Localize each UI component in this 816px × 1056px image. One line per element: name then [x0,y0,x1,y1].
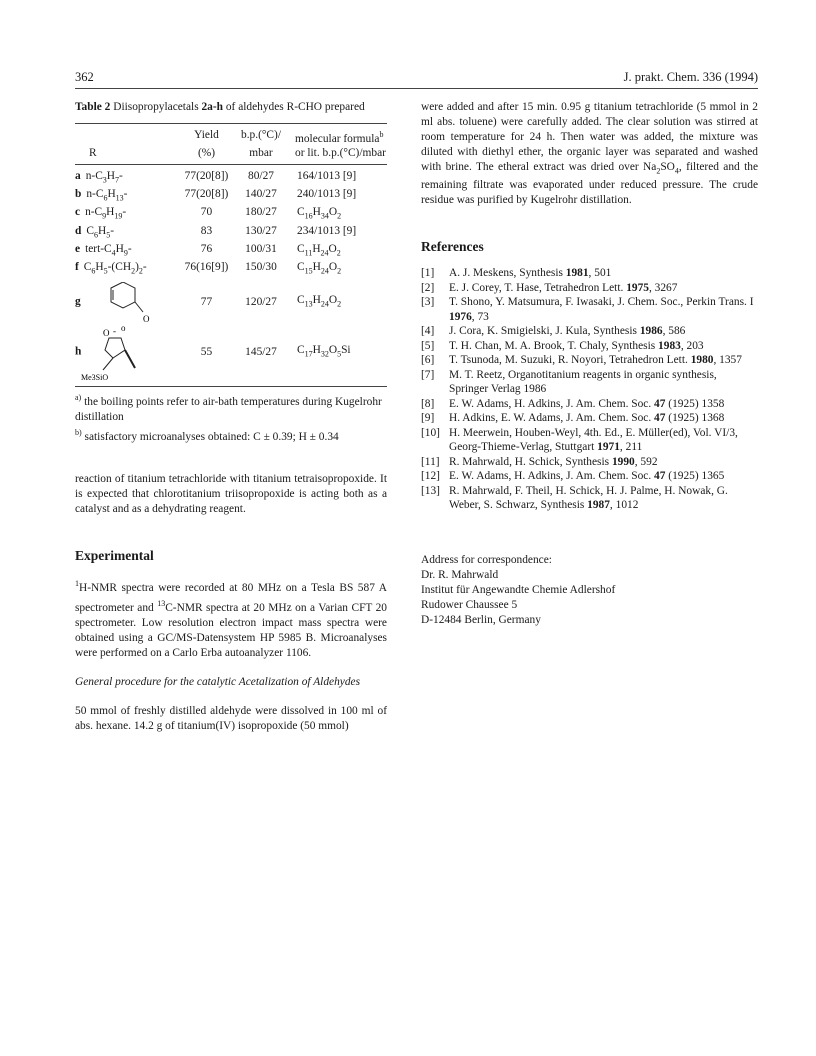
address-line: Rudower Chaussee 5 [421,598,518,611]
table-row [75,242,387,260]
cell-yield: 83 [200,224,213,237]
procedure-heading: General procedure for the catalytic Acetalization of Aldehydes [75,675,361,688]
cell-r: c $n-C_9H_{19}-$ [75,206,127,221]
reference-text: R. Mahrwald, H. Schick, Synthesis 1990, 592 [449,455,658,468]
cell-formula: 234/1013 [9] [297,224,357,237]
reference-number: [13] [421,484,440,497]
cell-bp: 80/27 [248,169,274,182]
reference-number: [4] [421,325,435,338]
cell-yield: 55 [200,346,213,359]
cell-bp: 180/27 [245,206,277,219]
cell-formula: 240/1013 [9] [297,188,357,201]
reference-item [421,368,758,397]
experimental-paragraph: $^1$H-NMR spectra were recorded at 80 MHz on a Tesla BS 587 A spectrometer and $^{13}$C-NMR spectra at 20 MHz on a Varian CFT 20 spectrometer. Low resolution electron impact mass spectra were obtained using a GC/MS-Datensystem HP 5985 B. Microanalyses were performed on a Carlo Erba autoanalyzer 1106. [75,579,388,659]
col-bp-header: b.p.(°C)/ [241,129,281,141]
svg-text:-: - [113,326,117,337]
reference-number: [2] [421,281,435,294]
cell-r: d $C_6H_5-$ [75,224,114,239]
cell-formula: $C_{16}H_{34}O_2$ [297,206,342,221]
compound-id: e [75,242,81,255]
right-column [421,100,758,628]
table-row [75,169,387,187]
reference-text: T. Tsunoda, M. Suzuki, R. Noyori, Tetrahedron Lett. 1980, 1357 [449,354,742,367]
col-formula-header: molecular formula$^b$ [295,130,384,145]
table-row [75,282,387,322]
cell-yield: 70 [200,206,213,219]
table-body [75,169,387,383]
address-line: Institut für Angewandte Chemie Adlershof [421,583,616,596]
reference-text: E. J. Corey, T. Hase, Tetrahedron Lett. 1975, 3267 [449,281,678,294]
cell-r: e tert-$C_4H_9-$ [75,242,132,258]
col-formula-sub: or lit. b.p.(°C)/mbar [295,146,386,159]
col-r-header: R [89,146,97,159]
reference-text: T. H. Chan, M. A. Brook, T. Chaly, Synthesis 1983, 203 [449,339,704,352]
reference-item [421,281,758,296]
reference-number: [9] [421,412,435,425]
correspondence-address [421,553,758,628]
reference-item [421,324,758,339]
cell-bp: 145/27 [245,346,277,359]
table-header-row-2 [75,146,387,160]
compound-id: b [75,188,82,201]
col-yield-header: Yield [194,129,219,141]
reference-item [421,339,758,354]
reference-text: T. Shono, Y. Matsumura, F. Iwasaki, J. Chem. Soc., Perkin Trans. I 1976, 73 [449,296,754,323]
reference-number: [8] [421,397,435,410]
table-caption-text: Diisopropylacetals 2a-h of aldehydes R-CHO prepared [113,101,365,113]
table-row [75,187,387,205]
reference-number: [11] [421,455,440,468]
reference-number: [3] [421,296,435,309]
cell-r [75,322,180,382]
address-label: Address for correspondence: [421,553,552,566]
cell-bp: 120/27 [245,296,277,309]
table-footnote-a: $^{a)}$ the boiling points refer to air-bath temperatures during Kugelrohr distillation [75,393,382,424]
cell-r: a $n-C_3H_7-$ [75,169,123,185]
cell-formula: 164/1013 [9] [297,169,357,182]
svg-text:O: O [142,314,150,323]
trimethylsilyloxy-label: Me3SiO [81,373,109,383]
table-header-row [75,128,387,146]
reference-text: J. Cora, K. Smigielski, J. Kula, Synthesis 1986, 586 [449,325,686,338]
reference-number: [6] [421,354,435,367]
cell-formula: $C_{15}H_{24}O_2$ [297,261,342,276]
reference-item [421,484,758,513]
reference-item [421,455,758,470]
page-number: 362 [75,70,94,84]
reference-text: M. T. Reetz, Organotitanium reagents in organic synthesis, Springer Verlag 1986 [449,368,717,396]
table-caption-label: Table 2 [75,101,111,113]
compound-id: h [75,346,82,359]
reference-item [421,426,758,455]
reference-item [421,411,758,426]
procedure-paragraph: 50 mmol of freshly distilled aldehyde were dissolved in 100 ml of abs. hexane. 14.2 g of titanium(IV) isopropoxide (50 mmol) [75,704,387,732]
reference-text: E. W. Adams, H. Adkins, J. Am. Chem. Soc. 47 (1925) 1365 [449,470,725,483]
reference-number: [1] [421,267,435,280]
table-rule [75,164,387,165]
table-row [75,224,387,242]
left-column [75,100,387,734]
cell-formula: $C_{17}H_{32}O_5Si$ [297,344,351,359]
cell-yield: 76(16[9]) [184,261,229,274]
running-header: J. prakt. Chem. 336 (1994) [623,70,758,84]
table-rule [75,123,387,124]
reference-item [421,353,758,368]
cell-r [75,282,180,322]
address-line: D-12484 Berlin, Germany [421,613,541,626]
cell-bp: 130/27 [245,224,277,237]
svg-text:O: O [103,328,110,339]
svg-text:o: o [121,323,126,334]
cell-formula: $C_{13}H_{24}O_2$ [297,294,342,309]
reference-item [421,397,758,412]
cell-formula: $C_{11}H_{24}O_2$ [297,242,341,258]
cell-yield: 77 [200,296,213,309]
compound-id: d [75,224,82,237]
cell-bp: 100/31 [245,242,277,255]
table-rule [75,386,387,387]
reference-text: R. Mahrwald, F. Theil, H. Schick, H. J. Palme, H. Nowak, G. Weber, S. Schwarz, Synthesis 1987, 1012 [449,484,728,512]
reference-number: [7] [421,368,435,381]
table-caption [75,100,387,115]
header-rule [75,88,758,89]
cell-yield: 76 [200,242,213,255]
reference-item [421,295,758,324]
compound-id: f [75,261,79,274]
table-row [75,205,387,223]
reference-item [421,469,758,484]
col-yield-unit: (%) [197,146,216,159]
cell-r: f $C_6H_5-(CH_2)_2-$ [75,261,147,276]
cyclohexene-structure-icon [91,282,151,322]
table-row [75,260,387,278]
reference-number: [5] [421,339,435,352]
experimental-heading: Experimental [75,548,154,564]
cell-r: b $n-C_6H_{13}-$ [75,188,128,203]
reference-list [421,266,758,513]
compound-id: a [75,169,81,182]
cell-bp: 150/30 [245,261,277,274]
references-heading: References [421,239,484,255]
table-2 [75,128,387,160]
compound-id: c [75,206,81,219]
compound-id: g [75,296,81,309]
reference-text: H. Adkins, E. W. Adams, J. Am. Chem. Soc. 47 (1925) 1368 [449,412,725,425]
body-paragraph: reaction of titanium tetrachloride with titanium tetraisopropoxide. It is expected that chlorotitanium triisopropoxide is acting both as a catalyst and as a dehydrating reagent. [75,473,387,516]
lactone-structure-icon [81,322,156,382]
reference-item [421,266,758,281]
reference-text: H. Meerwein, Houben-Weyl, 4th. Ed., E. Müller(ed), Vol. VI/3, Georg-Thieme-Verlag, Stuttgart 1971, 211 [449,426,738,454]
cell-bp: 140/27 [245,188,277,201]
table-footnote-b: $^{b)}$ satisfactory microanalyses obtained: C ± 0.39; H ± 0.34 [75,428,339,444]
col-bp-unit: mbar [249,146,273,159]
body-paragraph-right: were added and after 15 min. 0.95 g titanium tetrachloride (5 mmol in 2 ml abs. toluene) were carefully added. The clear solution was stirred at room temperature for 24 h. Then water was added, the mixture was diluted with diethyl ether, the organic layer was separated and washed with brine. The etheral extract was dried over $Na_2SO_4$, filtered and the remaining filtrate was evaporated under reduced pressure. The crude residue was purified by Kugelrohr distillation. [421,101,759,207]
reference-text: A. J. Meskens, Synthesis 1981, 501 [449,267,612,280]
reference-number: [10] [421,426,440,439]
cell-yield: 77(20[8]) [184,188,229,201]
address-line: Dr. R. Mahrwald [421,568,499,581]
reference-text: E. W. Adams, H. Adkins, J. Am. Chem. Soc. 47 (1925) 1358 [449,397,725,410]
cell-yield: 77(20[8]) [184,169,229,182]
reference-number: [12] [421,470,440,483]
table-row [75,322,387,382]
